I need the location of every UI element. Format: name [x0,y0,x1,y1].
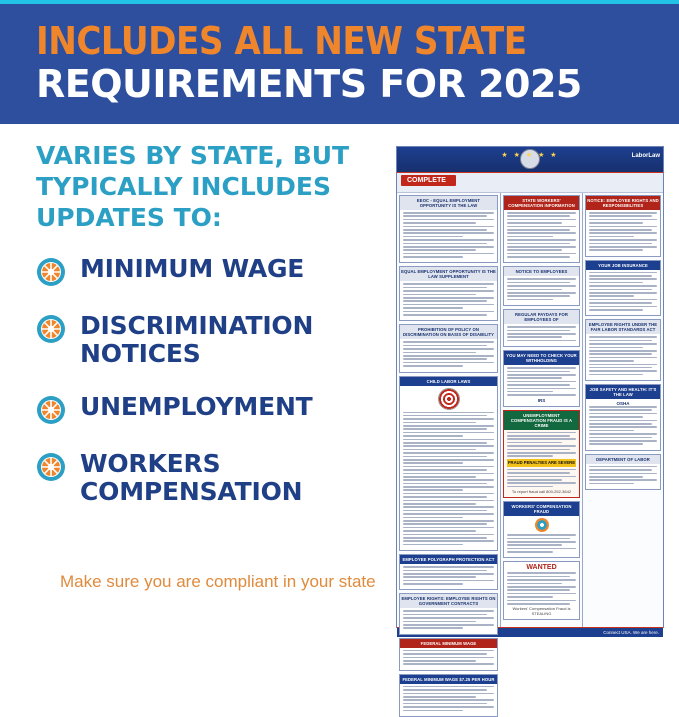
list-item-label: UNEMPLOYMENT [80,392,313,421]
poster-notice-title: JOB SAFETY AND HEALTH: IT'S THE LAW [586,385,660,399]
poster-notice-title: STATE WORKERS' COMPENSATION INFORMATION [504,196,579,210]
starburst-icon [36,314,66,344]
poster-notice-text [507,534,576,553]
poster-fraud-phone: To report fraud call 800-252-3642 [511,489,572,495]
poster-wanted-block [503,561,580,620]
poster-notice-block [503,266,580,306]
list-item [36,393,386,425]
poster-column-left [397,193,501,682]
poster-notice-text [403,686,494,711]
poster-notice-title: UNEMPLOYMENT COMPENSATION FRAUD IS A CRIME [504,411,579,430]
poster-notice-text [403,283,494,315]
target-decoration-icon [438,388,460,410]
list-item-label: DISCRIMINATION NOTICES [80,311,314,368]
poster-notice-text [403,412,494,546]
poster-wanted-footer: Workers' Compensation Fraud is STEALING [512,606,571,617]
poster-workers-comp-fraud-block [503,501,580,558]
stars-decoration: ★ ★ ★ ★ ★ [501,152,559,159]
poster-paydays-block [503,309,580,347]
poster-notice-title: YOU MAY NEED TO CHECK YOUR WITHHOLDING [504,351,579,365]
poster-job-safety-block [585,384,661,451]
poster-notice-block [399,554,498,590]
intro-text: VARIES BY STATE, BUT TYPICALLY INCLUDES UPDATES TO: [36,141,350,232]
poster-notice-text [507,367,576,396]
starburst-icon [36,452,66,482]
feature-column [36,140,386,591]
poster-notice-title: CHILD LABOR LAWS [400,377,497,386]
poster-notice-title: FEDERAL MINIMUM WAGE $7.25 PER HOUR [400,675,497,684]
headline-banner [0,0,679,124]
starburst-icon [36,395,66,425]
irs-logo-icon: IRS [537,397,546,403]
poster-notice-title: EMPLOYEE POLYGRAPH PROTECTION ACT [400,555,497,564]
list-item [36,312,386,368]
poster-wanted-title: WANTED [526,564,557,572]
poster-notice-title: DEPARTMENT OF LABOR [586,455,660,464]
poster-notice-block [399,324,498,372]
list-item [36,255,386,287]
poster-notice-title: EQUAL EMPLOYMENT OPPORTUNITY IS THE LAW SUPPLEMENT [401,269,496,280]
headline-line-1: INCLUDES ALL NEW STATE [36,19,527,63]
poster-notice-text [507,469,576,488]
poster-notice-text [403,566,494,585]
poster-notice-title: FEDERAL MINIMUM WAGE [400,639,497,648]
poster-notice-text [403,341,494,366]
labor-law-poster [396,146,664,682]
poster-flsa-block [585,319,661,381]
poster-notice-text [589,406,657,445]
poster-notice-title: PROHIBITION OF POLICY ON DISCRIMINATION ON BASIS OF DISABILITY [400,325,497,339]
poster-header [397,147,663,173]
complete-badge: COMPLETE [401,175,456,186]
poster-notice-block [399,593,498,634]
poster-column-right [583,193,663,627]
headline-line-2: REQUIREMENTS FOR 2025 [36,62,582,106]
poster-job-insurance-block [585,260,661,317]
poster-workers-comp-block [503,195,580,263]
poster-fraud-warning-bar: FRAUD PENALTIES ARE SEVERE [507,460,575,466]
poster-notice-text [403,610,494,629]
poster-child-labor-block [399,376,498,552]
poster-column-middle [501,193,583,627]
poster-notice-text [507,212,576,258]
poster-notice-text [403,650,494,665]
poster-minimum-wage-block [399,674,498,717]
poster-notice-text [403,212,494,258]
poster-subheader [397,173,663,193]
poster-notice-block [399,638,498,671]
poster-notice-text [589,272,657,311]
poster-notice-text [507,572,576,604]
poster-notice-text [589,212,657,251]
list-item-label: WORKERS COMPENSATION [80,449,303,506]
poster-notice-text [589,466,657,485]
poster-withholding-block [503,350,580,407]
poster-notice-title: NOTICE TO EMPLOYEES [504,267,579,276]
starburst-icon [36,257,66,287]
poster-notice-text [507,326,576,341]
poster-brand-label: LaborLaw [631,153,660,159]
poster-notice-title: REGULAR PAYDAYS FOR EMPLOYEES OF [504,310,579,324]
poster-notice-block [399,266,498,321]
poster-notice-title: WORKERS' COMPENSATION FRAUD [504,502,579,516]
starburst-icon [535,518,549,532]
compliance-footnote: Make sure you are compliant in your state [60,572,376,591]
poster-notice-title: NOTICE: EMPLOYEE RIGHTS AND RESPONSIBILITIES [587,198,659,208]
poster-notice-text [507,432,576,457]
poster-dol-block [585,454,661,490]
poster-notice-block [585,195,661,257]
list-item [36,450,386,506]
poster-notice-block [399,195,498,263]
osha-logo-icon: OSHA [616,401,630,407]
poster-notice-title: EMPLOYEE RIGHTS UNDER THE FAIR LABOR STANDARDS ACT [586,320,660,334]
poster-unemployment-fraud-block [503,410,580,498]
list-item-label: MINIMUM WAGE [80,254,305,283]
poster-notice-title: EMPLOYEE RIGHTS: EMPLOYEE RIGHTS ON GOVERNMENT CONTRACTS [401,596,496,607]
poster-notice-text [589,336,657,375]
poster-notice-title: YOUR JOB INSURANCE [586,261,660,270]
poster-notice-title: EEOC - EQUAL EMPLOYMENT OPPORTUNITY IS THE LAW [400,196,497,210]
feature-list [36,255,386,506]
poster-footer: Connect USA. We are here. [397,627,663,637]
poster-notice-text [507,278,576,300]
